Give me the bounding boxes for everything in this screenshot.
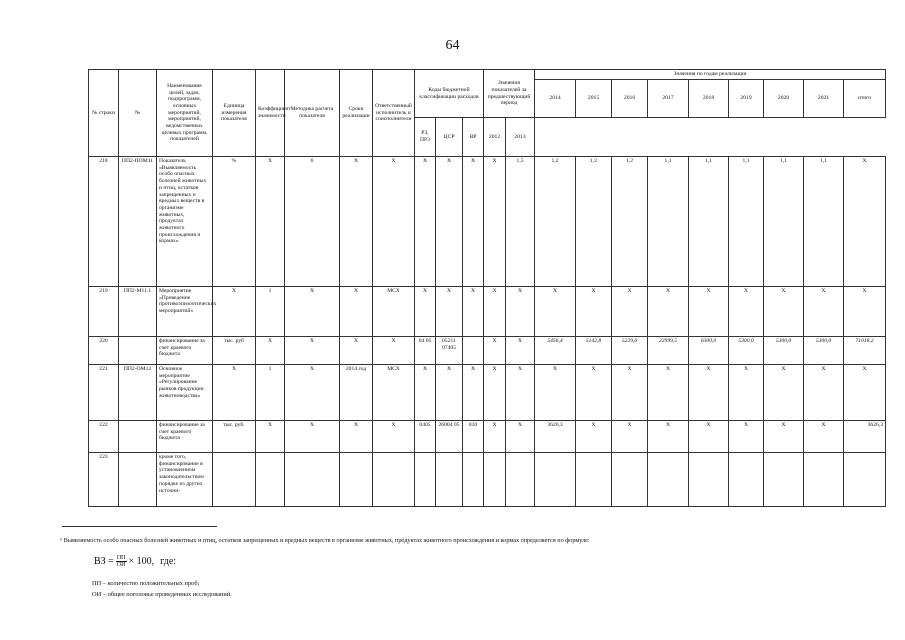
cell-resp: МСХ xyxy=(373,287,415,337)
cell-csr: X xyxy=(436,157,463,287)
cell-2017: X xyxy=(648,365,689,421)
page-number: 64 xyxy=(445,38,460,53)
cell-2019 xyxy=(729,453,764,507)
cell-no xyxy=(119,453,157,507)
header-no: № xyxy=(119,70,157,157)
cell-2021: 5300,0 xyxy=(804,337,844,365)
header-method: Методика расчета показателя xyxy=(285,70,340,157)
cell-unit: тыс. руб xyxy=(213,337,256,365)
cell-row: 220 xyxy=(89,337,119,365)
cell-csr: X xyxy=(436,365,463,421)
cell-2015 xyxy=(576,453,612,507)
cell-coef: X xyxy=(256,157,285,287)
footnote: ⁶ Выявляемость особо опасных болезней животных и птиц, остатков запрещенных и вредных веществ в организме животных, продуктах животного происхождения и кормах определяется по формуле: xyxy=(60,537,590,544)
cell-row: 222 xyxy=(89,421,119,453)
cell-2013: 1,5 xyxy=(506,157,535,287)
cell-method: X xyxy=(285,337,340,365)
header-prev: Значения показателей за предшествующий период xyxy=(484,70,535,118)
cell-2018: X xyxy=(689,365,729,421)
cell-csr xyxy=(436,453,463,507)
cell-2017: 1,1 xyxy=(648,157,689,287)
cell-method: X xyxy=(285,421,340,453)
cell-2016: X xyxy=(612,365,648,421)
cell-no xyxy=(119,421,157,453)
cell-2018 xyxy=(689,453,729,507)
cell-2013: X xyxy=(506,337,535,365)
cell-total: X xyxy=(844,157,886,287)
cell-name: Показатель «Выявляемость особо опасных болезней животных и птиц, остатков запрещенных и вредных веществ в организме животных, продуктах животного происхождения и кормах» xyxy=(157,157,213,287)
table-row xyxy=(89,453,886,507)
cell-total: 71018,2 xyxy=(844,337,886,365)
cell-terms: 2014 год xyxy=(340,365,373,421)
header-row-no: № строки xyxy=(89,70,119,157)
cell-name: Основное мероприятие «Регулирование рынков продукции животноводства» xyxy=(157,365,213,421)
cell-no: ПП2-ПОМ11 xyxy=(119,157,157,287)
cell-2014: X xyxy=(535,287,576,337)
cell-2020: X xyxy=(764,365,804,421)
cell-2020: X xyxy=(764,421,804,453)
table-row xyxy=(89,287,886,337)
legend-line-pp: ПП – количество положительных проб; xyxy=(92,580,200,587)
header-year-2017: 2017 xyxy=(648,80,689,118)
cell-unit: X xyxy=(213,365,256,421)
cell-coef: X xyxy=(256,421,285,453)
cell-2017: X xyxy=(648,287,689,337)
cell-csr: 05211 07405 xyxy=(436,337,463,365)
table-row xyxy=(89,157,886,287)
formula-numerator: ПП xyxy=(116,555,126,561)
cell-2021: 1,1 xyxy=(804,157,844,287)
cell-2014: 5456,4 xyxy=(535,337,576,365)
header-name: Наименование целей, задач, подпрограмм, основных мероприятий, мероприятий, ведомственных целевых программ, показателей xyxy=(157,70,213,157)
cell-2016: X xyxy=(612,287,648,337)
cell-2020: X xyxy=(764,287,804,337)
cell-resp: X xyxy=(373,421,415,453)
cell-2012: X xyxy=(484,337,506,365)
cell-rz: X xyxy=(415,287,436,337)
cell-row: 223 xyxy=(89,453,119,507)
formula-fraction xyxy=(116,555,127,568)
cell-name: финансирование за счет краевого бюджета xyxy=(157,421,213,453)
header-year-2016: 2016 xyxy=(612,80,648,118)
cell-2012: X xyxy=(484,287,506,337)
cell-resp: МСХ xyxy=(373,365,415,421)
cell-total: X xyxy=(844,287,886,337)
cell-method: 6 xyxy=(285,157,340,287)
formula-where: где: xyxy=(160,556,177,567)
cell-coef: 1 xyxy=(256,365,285,421)
header-unit: Единица измерения показателя xyxy=(213,70,256,157)
cell-2012: X xyxy=(484,421,506,453)
cell-terms: X xyxy=(340,157,373,287)
cell-vr: X xyxy=(463,365,484,421)
cell-total xyxy=(844,453,886,507)
cell-2014: 1,2 xyxy=(535,157,576,287)
cell-vr: X xyxy=(463,157,484,287)
cell-2012: X xyxy=(484,365,506,421)
cell-2019: 5300,0 xyxy=(729,337,764,365)
header-coef: Коэффициент значимости xyxy=(256,70,285,157)
cell-2017: X xyxy=(648,421,689,453)
legend-line-oi: ОИ – общее поголовье проведенных исследований. xyxy=(92,591,232,598)
cell-2017 xyxy=(648,453,689,507)
cell-csr: 26004 05 xyxy=(436,421,463,453)
cell-2015: X xyxy=(576,287,612,337)
cell-coef: X xyxy=(256,337,285,365)
cell-coef xyxy=(256,453,285,507)
cell-2018: 6300,0 xyxy=(689,337,729,365)
cell-2021: X xyxy=(804,365,844,421)
cell-2014: 3626,3 xyxy=(535,421,576,453)
cell-rz: X xyxy=(415,365,436,421)
cell-2017: 22999,5 xyxy=(648,337,689,365)
formula xyxy=(94,555,176,568)
header-year-2021: 2021 xyxy=(804,80,844,118)
cell-2014 xyxy=(535,453,576,507)
cell-2012 xyxy=(484,453,506,507)
cell-row: 221 xyxy=(89,365,119,421)
formula-rhs: × 100, xyxy=(128,556,155,567)
cell-name: кроме того, финансирование в установленном законодательством порядке из других источни- xyxy=(157,453,213,507)
header-year-2015: 2015 xyxy=(576,80,612,118)
cell-rz: 04 05 xyxy=(415,337,436,365)
header-codes: Коды бюджетной классификации расходов xyxy=(415,70,484,118)
cell-total: 3626,3 xyxy=(844,421,886,453)
cell-row: 218 xyxy=(89,157,119,287)
cell-vr xyxy=(463,337,484,365)
cell-2013: X xyxy=(506,287,535,337)
cell-vr: X xyxy=(463,287,484,337)
cell-rz: X xyxy=(415,157,436,287)
cell-vr xyxy=(463,453,484,507)
cell-terms: X xyxy=(340,421,373,453)
table-row xyxy=(89,365,886,421)
cell-resp: X xyxy=(373,157,415,287)
header-year-2012: 2012 xyxy=(484,118,506,157)
header-year-2013: 2013 xyxy=(506,118,535,157)
cell-2019: X xyxy=(729,421,764,453)
cell-2016: 5229,6 xyxy=(612,337,648,365)
cell-coef: 1 xyxy=(256,287,285,337)
cell-2019: X xyxy=(729,287,764,337)
cell-no xyxy=(119,337,157,365)
cell-2015: X xyxy=(576,421,612,453)
formula-denominator: ОИ xyxy=(116,562,126,568)
cell-terms: X xyxy=(340,337,373,365)
cell-unit: X xyxy=(213,287,256,337)
cell-2021: X xyxy=(804,287,844,337)
cell-2020: 5300,0 xyxy=(764,337,804,365)
cell-method: X xyxy=(285,365,340,421)
cell-no: ПП2-ОМ12 xyxy=(119,365,157,421)
cell-2018: X xyxy=(689,421,729,453)
cell-csr: X xyxy=(436,287,463,337)
cell-2013 xyxy=(506,453,535,507)
header-resp: Ответственный исполнитель и соисполнители xyxy=(373,70,415,157)
cell-2018: 1,1 xyxy=(689,157,729,287)
cell-unit: тыс. руб. xyxy=(213,421,256,453)
cell-2014: X xyxy=(535,365,576,421)
table-row xyxy=(89,421,886,453)
cell-2019: X xyxy=(729,365,764,421)
cell-rz xyxy=(415,453,436,507)
cell-vr: 810 xyxy=(463,421,484,453)
cell-2019: 1,1 xyxy=(729,157,764,287)
cell-no: ПП2-М11.1 xyxy=(119,287,157,337)
header-year-2020: 2020 xyxy=(764,80,804,118)
header-year-2018: 2018 xyxy=(689,80,729,118)
cell-terms: X xyxy=(340,287,373,337)
header-year-2014: 2014 xyxy=(535,80,576,118)
header-years: Значения по годам реализации xyxy=(535,70,886,80)
cell-unit xyxy=(213,453,256,507)
cell-2015: X xyxy=(576,365,612,421)
cell-2020: 1,1 xyxy=(764,157,804,287)
cell-unit: % xyxy=(213,157,256,287)
header-year-2019: 2019 xyxy=(729,80,764,118)
cell-2015: 5142,8 xyxy=(576,337,612,365)
header-terms: Сроки реализации xyxy=(340,70,373,157)
cell-total: X xyxy=(844,365,886,421)
cell-resp: X xyxy=(373,337,415,365)
footnote-divider xyxy=(62,526,217,527)
cell-2016: 1,2 xyxy=(612,157,648,287)
cell-terms xyxy=(340,453,373,507)
header-code-csr: ЦСР xyxy=(436,118,463,157)
cell-resp xyxy=(373,453,415,507)
cell-2015: 1,2 xyxy=(576,157,612,287)
cell-2013: X xyxy=(506,365,535,421)
cell-2016 xyxy=(612,453,648,507)
cell-2018: X xyxy=(689,287,729,337)
indicators-table xyxy=(88,69,886,507)
cell-rz: 0405 xyxy=(415,421,436,453)
cell-method xyxy=(285,453,340,507)
cell-name: финансирование за счет краевого бюджета xyxy=(157,337,213,365)
cell-2021: X xyxy=(804,421,844,453)
cell-2020 xyxy=(764,453,804,507)
cell-method: X xyxy=(285,287,340,337)
cell-2016: X xyxy=(612,421,648,453)
header-total: итого xyxy=(844,80,886,118)
formula-lhs: ВЗ = xyxy=(94,556,114,567)
cell-row: 219 xyxy=(89,287,119,337)
cell-2013: X xyxy=(506,421,535,453)
cell-2021 xyxy=(804,453,844,507)
header-code-rz: РЗ, ПР3 xyxy=(415,118,436,157)
table-row xyxy=(89,337,886,365)
cell-2012: X xyxy=(484,157,506,287)
header-code-vr: ВР xyxy=(463,118,484,157)
cell-name: Мероприятие «Проведение противоэпизоотических мероприятий» xyxy=(157,287,213,337)
